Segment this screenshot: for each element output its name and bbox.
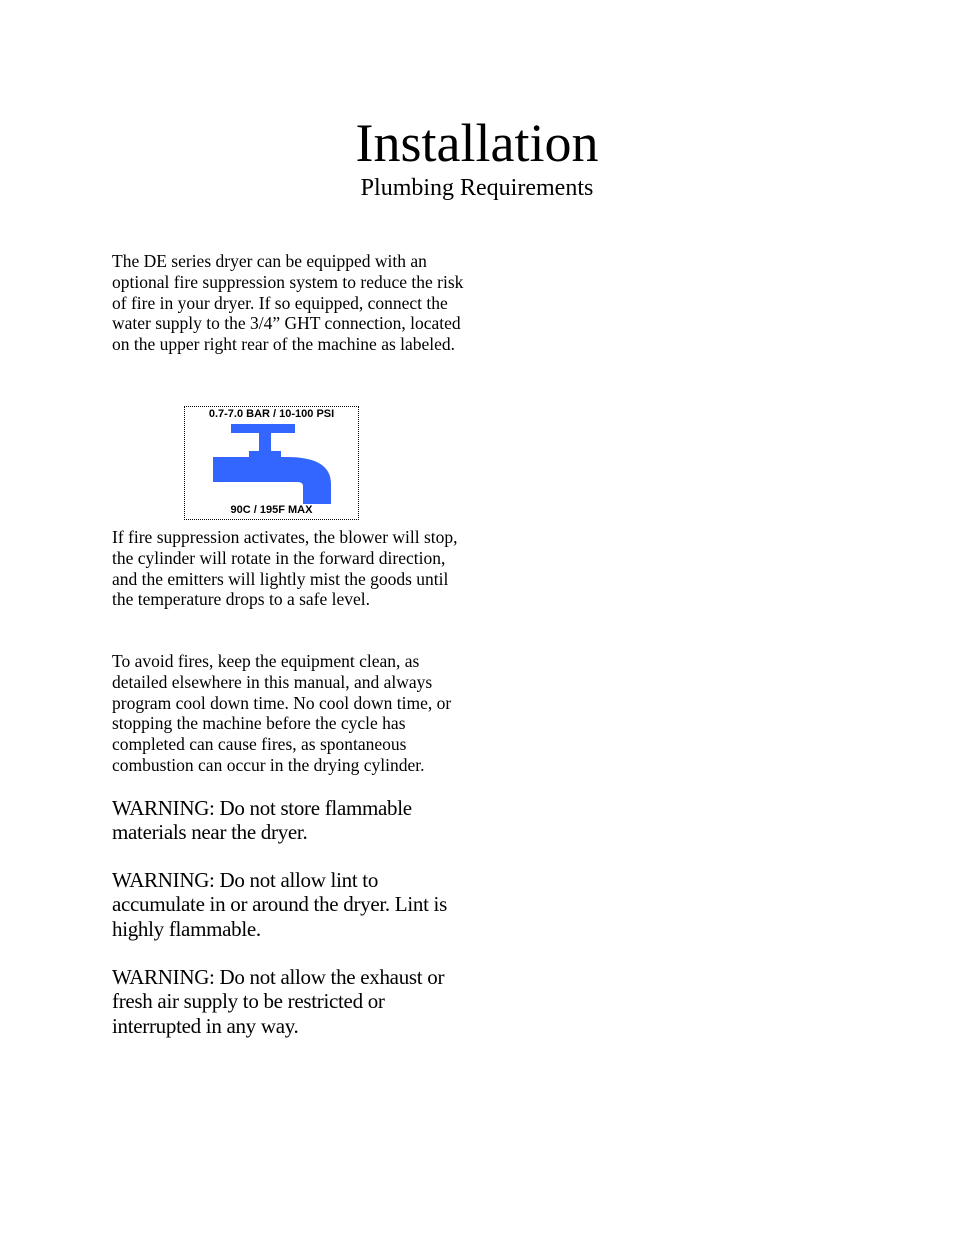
warning-lint: WARNING: Do not allow lint to accumulate in or around the dryer. Lint is highly flammable. — [112, 868, 447, 941]
warning-exhaust-block — [112, 965, 468, 1038]
water-supply-label — [184, 406, 359, 520]
water-faucet-icon — [213, 424, 331, 504]
page-subtitle: Plumbing Requirements — [360, 175, 594, 201]
activation-paragraph: If fire suppression activates, the blower will stop, the cylinder will rotate in the forward direction, and the emitters will lightly mist the goods until the temperature drops to a safe level. — [112, 527, 458, 610]
prevention-paragraph-block — [112, 651, 464, 776]
warning-exhaust: WARNING: Do not allow the exhaust or fresh air supply to be restricted or interrupted in any way. — [112, 965, 445, 1038]
temperature-rating: 90C / 195F MAX — [230, 504, 313, 516]
page-title: Installation — [355, 113, 599, 173]
intro-paragraph: The DE series dryer can be equipped with an optional fire suppression system to reduce the risk of fire in your dryer. If so equipped, connect the water supply to the 3/4” GHT connection, located on the upper right rear of the machine as labeled. — [112, 251, 464, 355]
activation-paragraph-block — [112, 527, 464, 610]
warning-flammable: WARNING: Do not store flammable materials near the dryer. — [112, 796, 412, 845]
pressure-rating: 0.7-7.0 BAR / 10-100 PSI — [208, 408, 335, 420]
intro-paragraph-block — [112, 251, 464, 355]
warning-lint-block — [112, 868, 468, 941]
warning-flammable-block — [112, 796, 468, 845]
prevention-paragraph: To avoid fires, keep the equipment clean, as detailed elsewhere in this manual, and always program cool down time. No cool down time, or stopping the machine before the cycle has completed can cause fires, as spontaneous combustion can occur in the drying cylinder. — [112, 651, 452, 775]
